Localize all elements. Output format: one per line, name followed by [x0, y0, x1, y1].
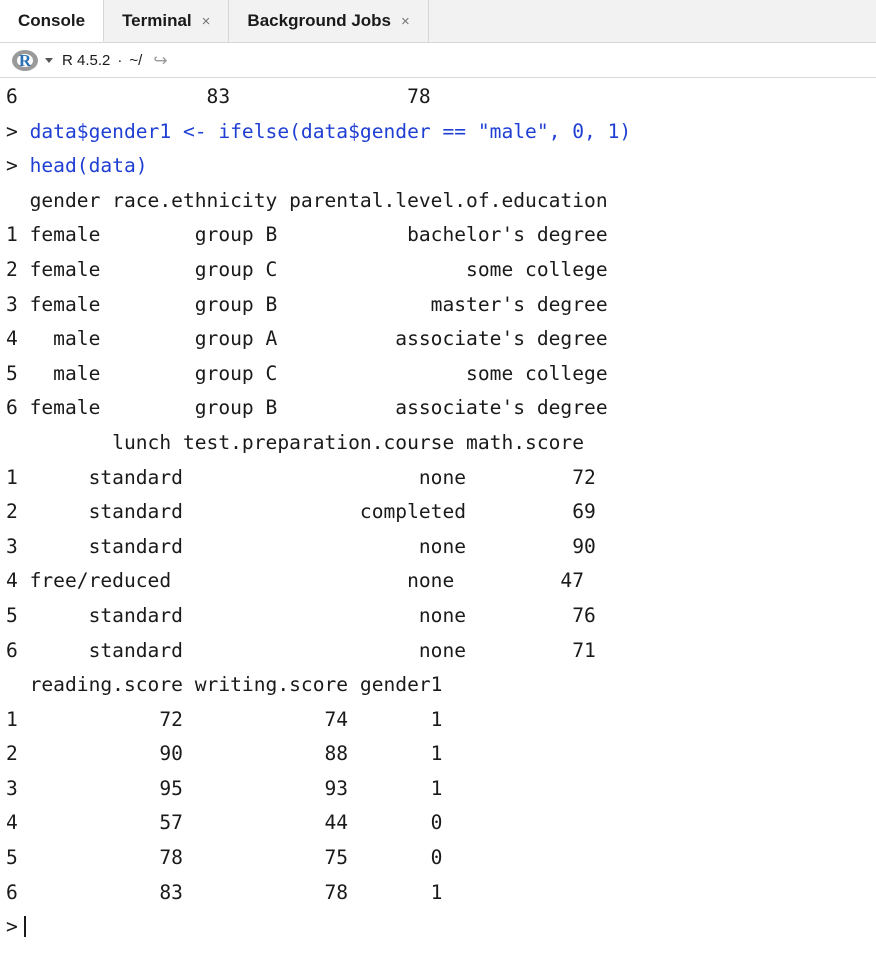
console-command-text: head(data)	[29, 154, 148, 178]
tab-terminal-label: Terminal	[122, 11, 192, 30]
console-line	[6, 149, 876, 184]
r-version-label: R 4.5.2	[62, 51, 111, 69]
console-line: gender race.ethnicity parental.level.of.education	[6, 188, 608, 212]
tab-background-jobs-label: Background Jobs	[247, 11, 392, 30]
console-line: 1 standard none 72	[6, 465, 596, 489]
chevron-down-icon[interactable]	[45, 58, 53, 63]
working-directory-label[interactable]: ~/	[129, 51, 143, 69]
console-line: 5 78 75 0	[6, 846, 443, 870]
close-icon[interactable]: ×	[401, 12, 410, 30]
console-command-text: data$gender1 <- ifelse(data$gender == "male", 0, 1)	[29, 119, 632, 143]
console-line: 3 95 93 1	[6, 776, 443, 800]
console-line: 6 standard none 71	[6, 638, 596, 662]
console-line: 4 free/reduced none 47	[6, 569, 585, 593]
console-output[interactable]	[0, 78, 876, 960]
console-line: lunch test.preparation.course math.score	[6, 430, 585, 454]
tab-bar-filler	[429, 0, 876, 42]
open-in-new-window-icon[interactable]: ↪	[153, 50, 168, 70]
tab-console[interactable]	[0, 0, 104, 42]
close-icon[interactable]: ×	[201, 12, 211, 30]
tab-console-label: Console	[18, 10, 86, 30]
r-logo-icon	[12, 50, 38, 71]
console-line: 6 83 78	[6, 85, 431, 108]
console-line: 4 male group A associate's degree	[6, 327, 608, 351]
console-line: 4 57 44 0	[6, 811, 443, 835]
tab-background-jobs[interactable]	[229, 0, 428, 42]
console-line: 5 standard none 76	[6, 603, 596, 627]
status-separator: ·	[117, 51, 123, 69]
console-status-bar	[0, 43, 876, 78]
console-line: 2 female group C some college	[6, 257, 608, 281]
console-line: 1 72 74 1	[6, 707, 443, 731]
text-cursor	[24, 916, 26, 937]
console-line: 3 standard none 90	[6, 534, 596, 558]
console-line: 1 female group B bachelor's degree	[6, 223, 608, 247]
console-prompt: >	[6, 154, 30, 178]
console-line: 2 90 88 1	[6, 742, 443, 766]
console-line: 3 female group B master's degree	[6, 292, 608, 316]
r-logo-letter: R	[18, 50, 32, 70]
console-line: 5 male group C some college	[6, 361, 608, 385]
console-line: 6 83 78 1	[6, 880, 443, 904]
console-prompt: >	[6, 119, 30, 143]
tab-terminal[interactable]	[104, 0, 229, 42]
pane-tab-bar	[0, 0, 876, 43]
console-line: 6 female group B associate's degree	[6, 396, 608, 420]
console-line: reading.score writing.score gender1	[6, 673, 443, 697]
console-input-prompt[interactable]: >	[6, 910, 876, 945]
console-line: 2 standard completed 69	[6, 500, 596, 524]
console-line	[6, 115, 876, 150]
